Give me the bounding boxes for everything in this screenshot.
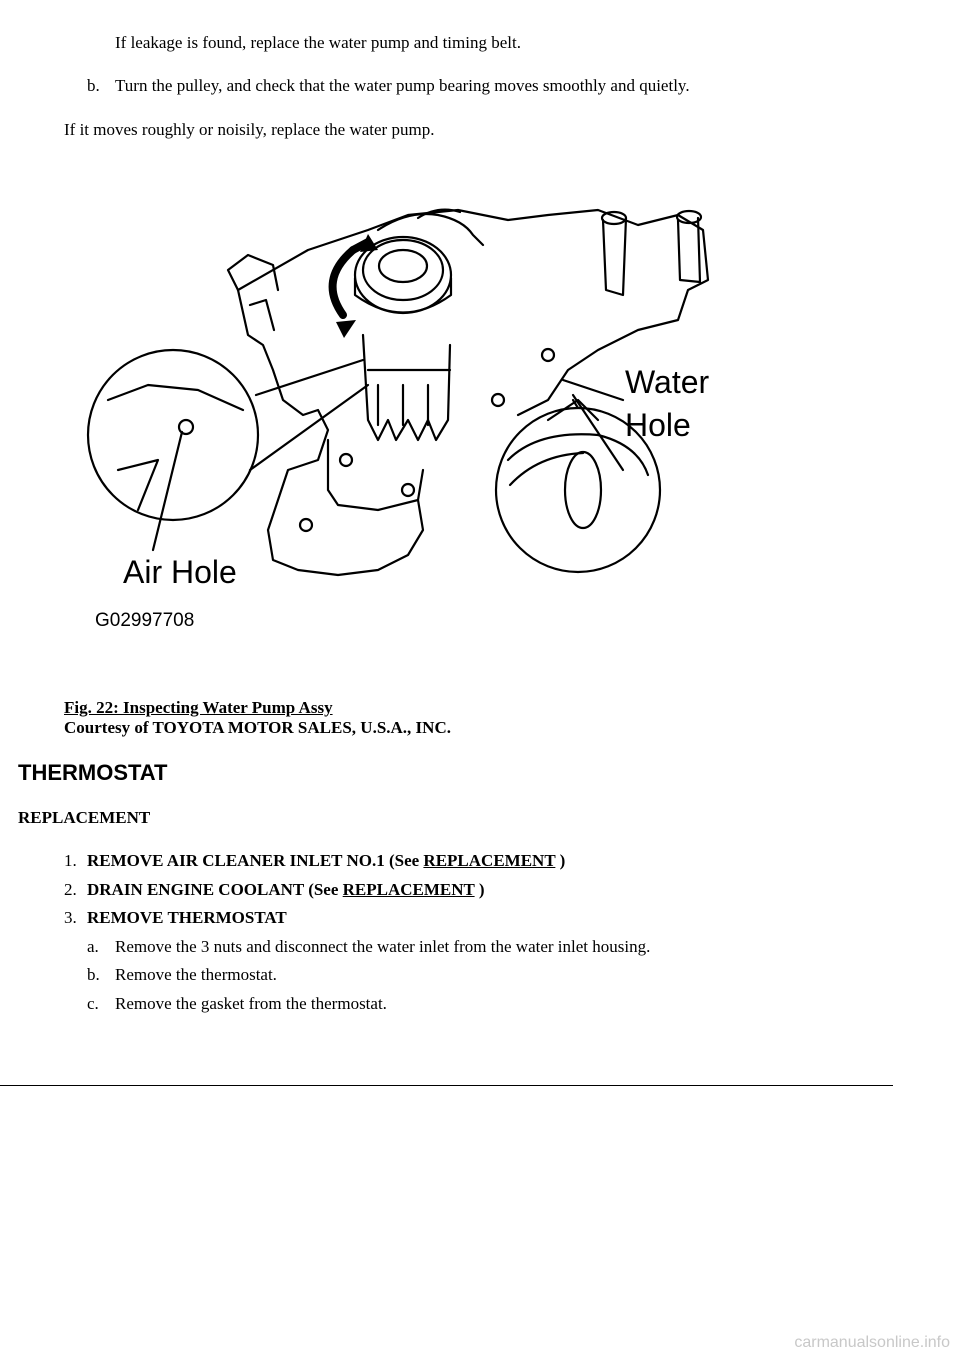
section-heading: THERMOSTAT [18, 760, 168, 785]
section-subheading: REPLACEMENT [18, 808, 151, 827]
substep-b-marker: b. [87, 965, 100, 984]
site-watermark: carmanualsonline.info [794, 1334, 950, 1351]
substep-c-marker: c. [87, 994, 99, 1013]
figure-code: G02997708 [95, 610, 195, 631]
substep-c-text: Remove the gasket from the thermostat. [115, 994, 387, 1013]
step-3-number: 3. [64, 908, 77, 927]
water-hole-label-line1: Water [625, 364, 710, 400]
rough-note: If it moves roughly or noisily, replace the water pump. [64, 120, 435, 139]
substep-b-text: Remove the thermostat. [115, 965, 277, 984]
substep-a-marker: a. [87, 937, 99, 956]
step-1-number: 1. [64, 851, 77, 870]
step-1-after: ) [555, 851, 566, 870]
step-1-text: REMOVE AIR CLEANER INLET NO.1 (See [87, 851, 424, 870]
water-hole-label-line2: Hole [625, 407, 691, 443]
air-hole-label: Air Hole [123, 554, 237, 590]
step-b-text: Turn the pulley, and check that the water pump bearing moves smoothly and quietly. [115, 76, 690, 95]
leakage-note: If leakage is found, replace the water pump and timing belt. [115, 33, 521, 52]
step-1 [87, 851, 565, 871]
step-2 [87, 880, 485, 900]
step-b-marker: b. [87, 76, 100, 95]
water-pump-illustration [78, 170, 738, 640]
step-2-text: DRAIN ENGINE COOLANT (See [87, 880, 343, 899]
replacement-link-2[interactable]: REPLACEMENT [342, 880, 475, 899]
step-3-text: REMOVE THERMOSTAT [87, 908, 287, 927]
figure-courtesy: Courtesy of TOYOTA MOTOR SALES, U.S.A., INC. [64, 718, 451, 737]
step-2-number: 2. [64, 880, 77, 899]
replacement-link-1[interactable]: REPLACEMENT [423, 851, 556, 870]
substep-a-text: Remove the 3 nuts and disconnect the water inlet from the water inlet housing. [115, 937, 651, 956]
figure-caption: Fig. 22: Inspecting Water Pump Assy [64, 698, 333, 717]
step-2-after: ) [474, 880, 485, 899]
page-divider [0, 1085, 893, 1086]
